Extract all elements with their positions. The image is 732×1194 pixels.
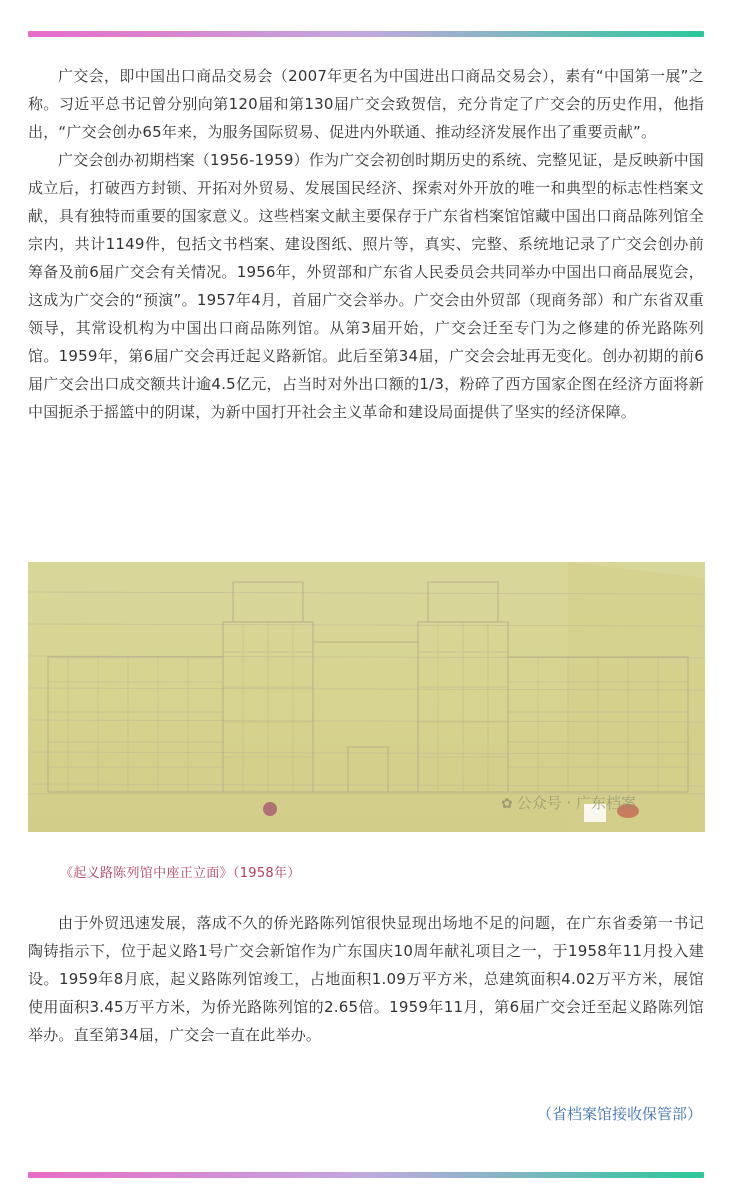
- image-watermark: ✿ 公众号 · 广东档案: [501, 794, 637, 812]
- author-signature: （省档案馆接收保管部）: [536, 1105, 702, 1123]
- top-decor-bar: [28, 31, 704, 37]
- image-caption: 《起义路陈列馆中座正立面》（1958年）: [60, 866, 301, 881]
- seal-stamp-left: [263, 802, 277, 816]
- paragraph-1: 广交会，即中国出口商品交易会（2007年更名为中国进出口商品交易会），素有“中国第一展”之称。习近平总书记曾分别向第120届和第130届广交会致贺信，充分肯定了广交会的历史作用，他指出，“广交会创办65年来，为服务国际贸易、促进内外联通、推动经济发展作出了重要贡献”。: [28, 67, 704, 141]
- wechat-icon: ✿: [501, 796, 513, 812]
- article-body-bottom: [28, 909, 704, 1049]
- paragraph-2: 广交会创办初期档案（1956-1959）作为广交会初创时期历史的系统、完整见证，是反映新中国成立后，打破西方封锁、开拓对外贸易、发展国民经济、探索对外开放的唯一和典型的标志性档案文献，具有独特而重要的国家意义。这些档案文献主要保存于广东省档案馆馆藏中国出口商品陈列馆全宗内，共计1149件，包括文书档案、建设图纸、照片等，真实、完整、系统地记录了广交会创办前筹备及前6届广交会有关情况。1956年，外贸部和广东省人民委员会共同举办中国出口商品展览会，这成为广交会的“预演”。1957年4月，首届广交会举办。广交会由外贸部（现商务部）和广东省双重领导，其常设机构为中国出口商品陈列馆。从第3届开始，广交会迁至专门为之修建的侨光路陈列馆。1959年，第6届广交会再迁起义路新馆。此后至第34届，广交会会址再无变化。创办初期的前6届广交会出口成交额共计逾4.5亿元，占当时对外出口额的1/3，粉碎了西方国家企图在经济方面将新中国扼杀于摇篮中的阴谋，为新中国打开社会主义革命和建设局面提供了坚实的经济保障。: [28, 151, 704, 421]
- article-body-top: [28, 62, 704, 426]
- bottom-decor-bar: [28, 1172, 704, 1178]
- paragraph-3: 由于外贸迅速发展，落成不久的侨光路陈列馆很快显现出场地不足的问题，在广东省委第一书记陶铸指示下，位于起义路1号广交会新馆作为广东国庆10周年献礼项目之一，于1958年11月投入建设。1959年8月底，起义路陈列馆竣工，占地面积1.09万平方米，总建筑面积4.02万平方米，展馆使用面积3.45万平方米，为侨光路陈列馆的2.65倍。1959年11月，第6届广交会迁至起义路陈列馆举办。直至第34届，广交会一直在此举办。: [28, 914, 704, 1044]
